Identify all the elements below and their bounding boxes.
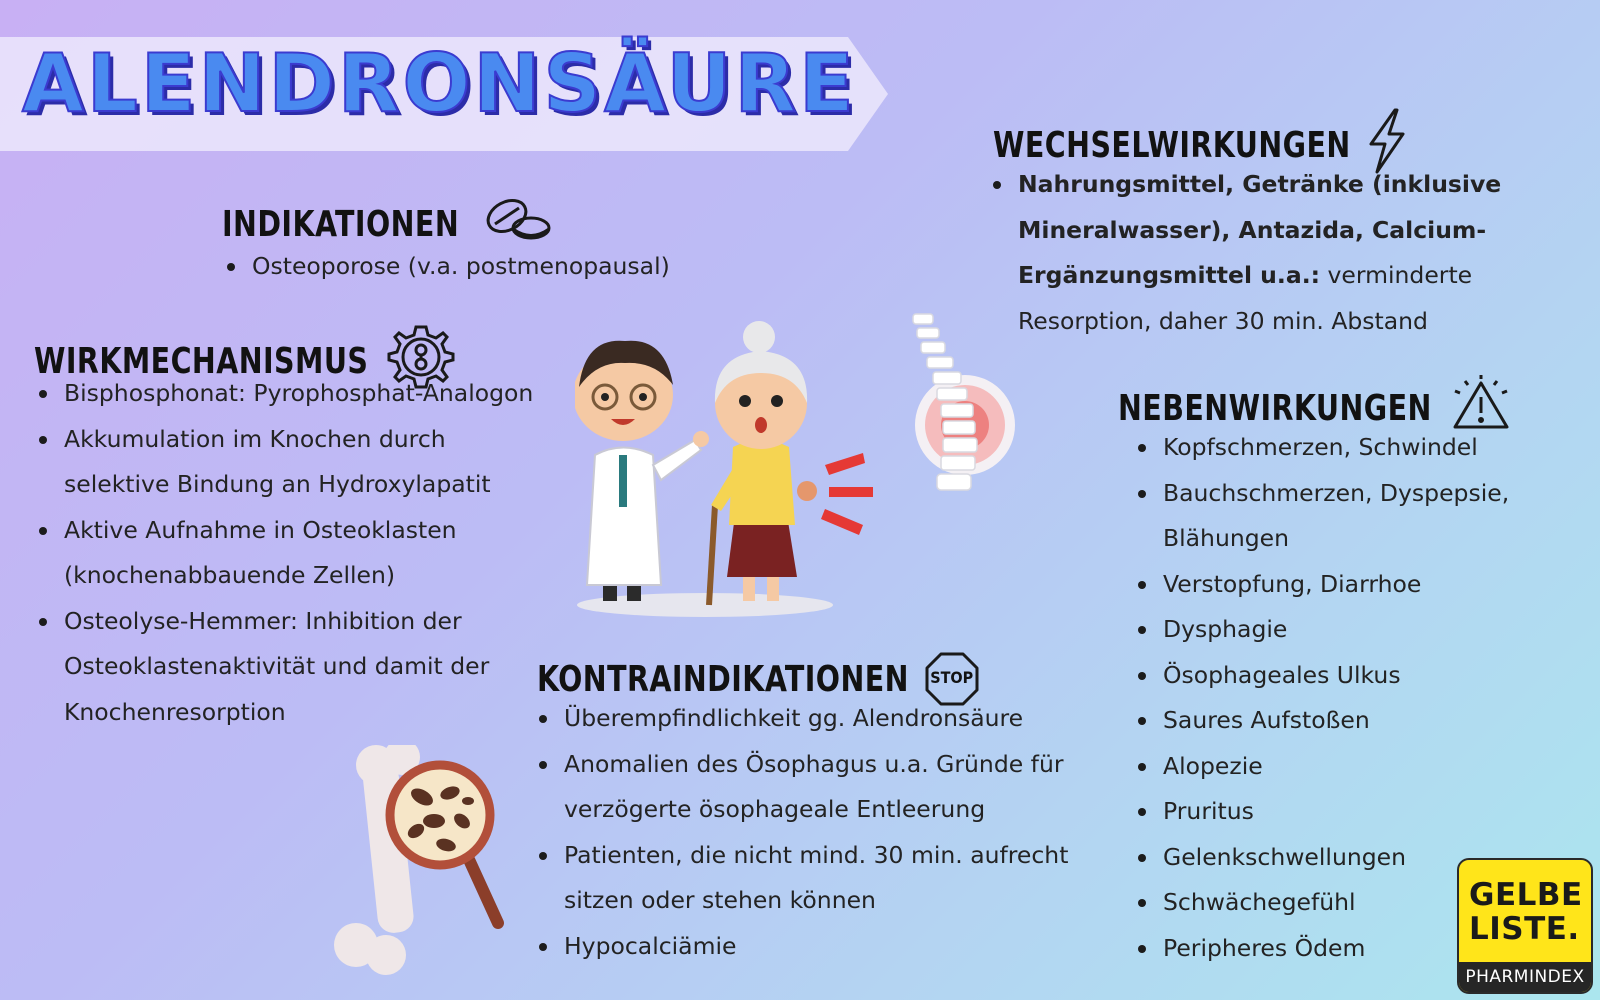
- patient-figure: [709, 321, 873, 605]
- wechselwirkungen-bold-text: Nahrungsmittel, Getränke (inklusive Mineralwasser), Antazida, Calcium-Ergänzungsmittel u.a.:: [1018, 170, 1502, 289]
- list-item: Ösophageales Ulkus: [1136, 653, 1566, 699]
- logo-line1: GELBE: [1469, 877, 1583, 913]
- page-title: ALENDRONSÄURE: [22, 37, 857, 130]
- list-item: Osteoporose (v.a. postmenopausal): [225, 244, 785, 290]
- list-item: Patienten, die nicht mind. 30 min. aufrecht sitzen oder stehen können: [537, 833, 1077, 924]
- list-item: Verstopfung, Diarrhoe: [1136, 562, 1566, 608]
- wirkmechanismus-heading-text: WIRKMECHANISMUS: [34, 341, 369, 382]
- indikationen-heading-text: INDIKATIONEN: [222, 204, 460, 245]
- doctor-patient-illustration: [575, 315, 915, 630]
- bone-magnifier-illustration: [330, 745, 520, 975]
- list-item: Schwächegefühl: [1136, 880, 1566, 926]
- list-item: Gelenkschwellungen: [1136, 835, 1566, 881]
- kontraindikationen-list: [537, 696, 1077, 969]
- wechselwirkungen-list: [991, 162, 1531, 344]
- wechselwirkungen-heading-text: WECHSELWIRKUNGEN: [993, 125, 1351, 166]
- kontraindikationen-heading-text: KONTRAINDIKATIONEN: [537, 658, 909, 700]
- logo-sub: PHARMINDEX: [1459, 962, 1591, 992]
- list-item: Akkumulation im Knochen durch selektive Bindung an Hydroxylapatit: [37, 417, 537, 508]
- list-item: Überempfindlichkeit gg. Alendronsäure: [537, 696, 1077, 742]
- gelbe-liste-logo: [1457, 858, 1593, 994]
- list-item: Dysphagie: [1136, 607, 1566, 653]
- wechselwirkungen-text: verminderte Resorption, daher 30 min. Abstand: [1018, 261, 1473, 335]
- list-item: [991, 162, 1531, 344]
- list-item: Anomalien des Ösophagus u.a. Gründe für verzögerte ösophageale Entleerung: [537, 742, 1077, 833]
- list-item: Saures Aufstoßen: [1136, 698, 1566, 744]
- doctor-figure: [575, 341, 709, 601]
- list-item: Hypocalciämie: [537, 924, 1077, 970]
- indikationen-list: [225, 244, 785, 290]
- list-item: Aktive Aufnahme in Osteoklasten (knochenabbauende Zellen): [37, 508, 537, 599]
- list-item: Bauchschmerzen, Dyspepsie, Blähungen: [1136, 471, 1566, 562]
- list-item: Alopezie: [1136, 744, 1566, 790]
- wirkmechanismus-list: [37, 371, 537, 735]
- nebenwirkungen-heading-text: NEBENWIRKUNGEN: [1118, 388, 1432, 429]
- list-item: Pruritus: [1136, 789, 1566, 835]
- spine-illustration: [905, 310, 1017, 500]
- logo-line2: LISTE.: [1469, 911, 1580, 947]
- list-item: Osteolyse-Hemmer: Inhibition der Osteoklastenaktivität und damit der Knochenresorption: [37, 599, 537, 736]
- stop-sign-label: STOP: [930, 668, 974, 687]
- list-item: Peripheres Ödem: [1136, 926, 1566, 972]
- list-item: Kopfschmerzen, Schwindel: [1136, 425, 1566, 471]
- list-item: Bisphosphonat: Pyrophosphat-Analogon: [37, 371, 537, 417]
